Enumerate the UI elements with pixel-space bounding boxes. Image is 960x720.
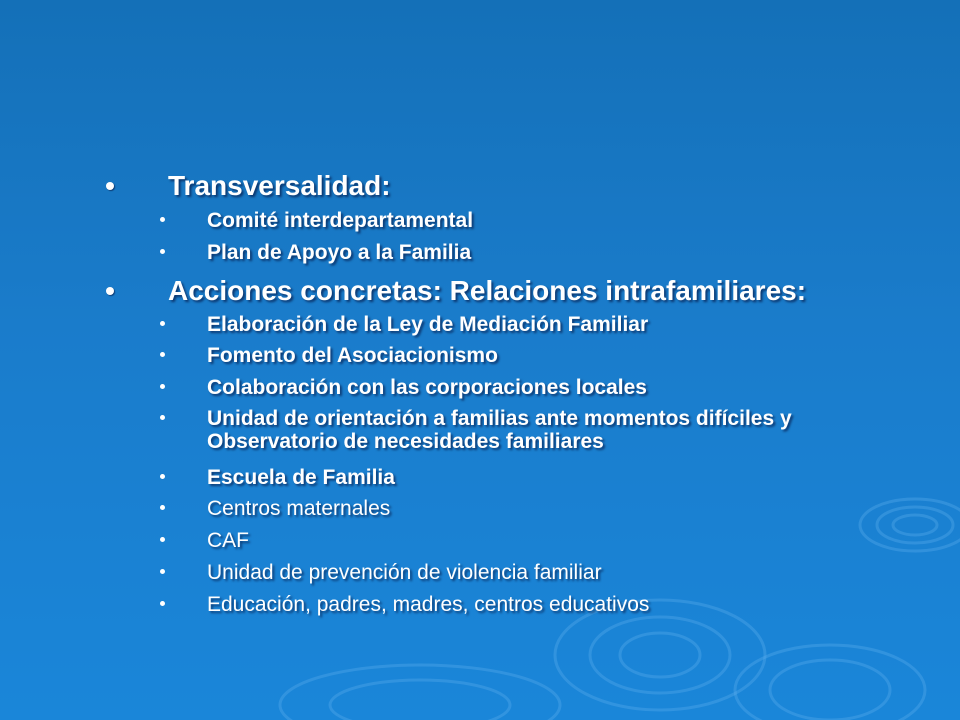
- section-heading-transversalidad: Transversalidad:: [168, 170, 391, 202]
- list-item: Unidad de orientación a familias ante momentos difíciles y Observatorio de necesidades familiares: [207, 407, 847, 453]
- bullet-icon: [106, 182, 114, 190]
- list-item: Fomento del Asociacionismo: [207, 344, 498, 367]
- list-item: Centros maternales: [207, 497, 390, 520]
- list-item: CAF: [207, 529, 249, 552]
- list-item: Colaboración con las corporaciones locales: [207, 376, 647, 399]
- bullet-icon: [160, 569, 165, 574]
- bullet-icon: [160, 537, 165, 542]
- section-heading-acciones: Acciones concretas: Relaciones intrafamiliares:: [168, 275, 806, 307]
- list-item: Comité interdepartamental: [207, 209, 473, 232]
- bullet-icon: [160, 505, 165, 510]
- bullet-icon: [160, 474, 165, 479]
- list-item: Plan de Apoyo a la Familia: [207, 241, 471, 264]
- list-item: Elaboración de la Ley de Mediación Familiar: [207, 313, 648, 336]
- bullet-icon: [160, 352, 165, 357]
- list-item: Escuela de Familia: [207, 466, 395, 489]
- bullet-icon: [160, 321, 165, 326]
- bullet-icon: [160, 601, 165, 606]
- bullet-icon: [160, 217, 165, 222]
- bullet-icon: [160, 415, 165, 420]
- list-item: Educación, padres, madres, centros educativos: [207, 593, 649, 616]
- bullet-icon: [160, 384, 165, 389]
- bullet-icon: [106, 287, 114, 295]
- bullet-icon: [160, 249, 165, 254]
- list-item: Unidad de prevención de violencia familiar: [207, 561, 602, 584]
